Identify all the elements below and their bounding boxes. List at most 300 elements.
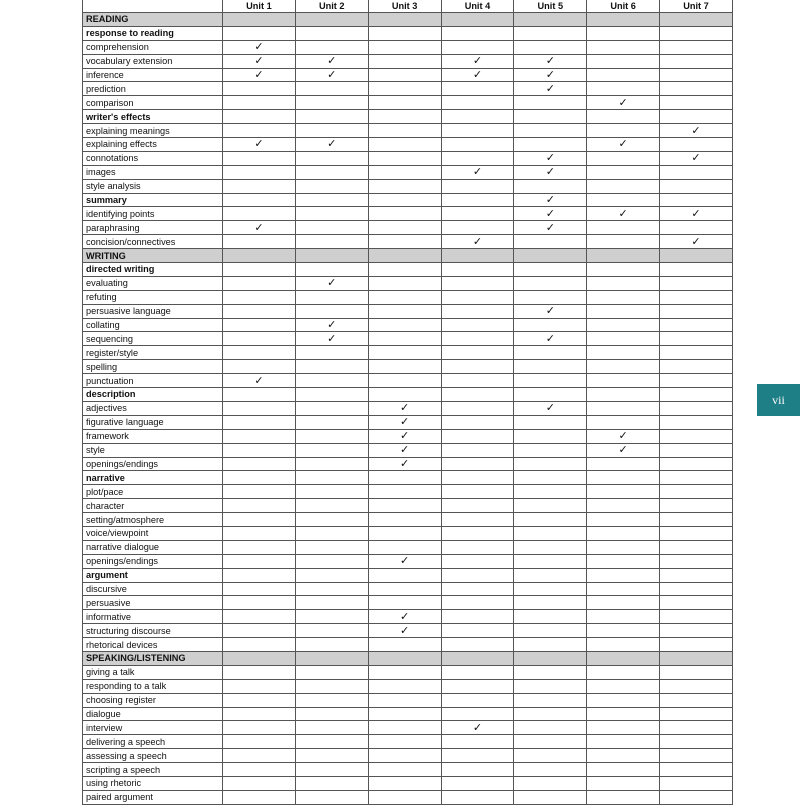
skill-label: description xyxy=(83,388,223,402)
subheading-row xyxy=(83,263,733,277)
unit-cell xyxy=(295,693,368,707)
skills-coverage-table xyxy=(82,0,733,805)
skill-label: vocabulary extension xyxy=(83,54,223,68)
skill-label: paraphrasing xyxy=(83,221,223,235)
skill-label: openings/endings xyxy=(83,554,223,568)
unit-cell xyxy=(660,110,733,124)
unit-cell xyxy=(514,374,587,388)
unit-cell xyxy=(295,374,368,388)
unit-cell xyxy=(368,665,441,679)
unit-cell xyxy=(368,124,441,138)
unit-cell xyxy=(587,651,660,665)
table-row xyxy=(83,165,733,179)
check-mark-icon: ✓ xyxy=(327,69,337,81)
unit-cell xyxy=(660,207,733,221)
table-row xyxy=(83,763,733,777)
skill-label: assessing a speech xyxy=(83,749,223,763)
unit-cell xyxy=(368,138,441,152)
unit-cell xyxy=(441,151,514,165)
unit-cell xyxy=(223,679,296,693)
unit-cell xyxy=(514,304,587,318)
unit-cell xyxy=(295,304,368,318)
unit-cell xyxy=(441,318,514,332)
table-row xyxy=(83,374,733,388)
unit-cell xyxy=(514,235,587,249)
unit-cell xyxy=(295,707,368,721)
unit-cell xyxy=(441,526,514,540)
unit-cell xyxy=(660,193,733,207)
unit-cell xyxy=(660,124,733,138)
unit-cell xyxy=(587,82,660,96)
unit-cell xyxy=(514,26,587,40)
unit-cell xyxy=(514,499,587,513)
unit-cell xyxy=(295,415,368,429)
check-mark-icon: ✓ xyxy=(400,402,410,415)
table-row xyxy=(83,415,733,429)
unit-cell xyxy=(223,40,296,54)
unit-cell xyxy=(587,707,660,721)
check-mark-icon: ✓ xyxy=(691,235,701,248)
table-row xyxy=(83,624,733,638)
check-mark-icon: ✓ xyxy=(618,430,628,443)
unit-cell xyxy=(368,651,441,665)
unit-cell xyxy=(587,110,660,124)
unit-cell xyxy=(368,179,441,193)
unit-cell xyxy=(295,138,368,152)
skill-label: collating xyxy=(83,318,223,332)
unit-cell xyxy=(295,249,368,263)
unit-cell xyxy=(368,457,441,471)
unit-cell xyxy=(587,513,660,527)
unit-cell xyxy=(441,735,514,749)
unit-cell xyxy=(660,179,733,193)
check-mark-icon: ✓ xyxy=(327,332,337,345)
unit-cell xyxy=(223,471,296,485)
unit-cell xyxy=(587,749,660,763)
table-row xyxy=(83,332,733,346)
unit-cell xyxy=(223,568,296,582)
unit-cell xyxy=(587,582,660,596)
skill-label: paired argument xyxy=(83,790,223,804)
unit-cell xyxy=(514,346,587,360)
skill-label: identifying points xyxy=(83,207,223,221)
skill-label: figurative language xyxy=(83,415,223,429)
check-mark-icon: ✓ xyxy=(472,166,483,179)
unit-cell xyxy=(368,221,441,235)
unit-cell xyxy=(295,207,368,221)
unit-cell xyxy=(295,582,368,596)
unit-cell xyxy=(441,513,514,527)
skill-label: summary xyxy=(83,193,223,207)
unit-cell xyxy=(660,568,733,582)
unit-cell xyxy=(441,235,514,249)
unit-cell xyxy=(514,165,587,179)
unit-cell xyxy=(368,707,441,721)
unit-cell xyxy=(587,207,660,221)
unit-cell xyxy=(223,721,296,735)
unit-cell xyxy=(295,193,368,207)
unit-cell xyxy=(368,554,441,568)
check-mark-icon: ✓ xyxy=(400,624,410,637)
skill-label: interview xyxy=(83,721,223,735)
unit-cell xyxy=(660,749,733,763)
unit-cell xyxy=(587,54,660,68)
unit-cell xyxy=(587,457,660,471)
unit-cell xyxy=(660,26,733,40)
unit-cell xyxy=(295,346,368,360)
unit-cell xyxy=(295,443,368,457)
unit-cell xyxy=(295,221,368,235)
check-mark-icon: ✓ xyxy=(545,166,555,179)
unit-cell xyxy=(223,763,296,777)
unit-cell xyxy=(368,499,441,513)
unit-cell xyxy=(660,651,733,665)
unit-cell xyxy=(223,13,296,27)
unit-cell xyxy=(295,68,368,82)
unit-cell xyxy=(368,151,441,165)
unit-cell xyxy=(223,596,296,610)
subheading-row xyxy=(83,568,733,582)
unit-cell xyxy=(441,401,514,415)
unit-cell xyxy=(587,721,660,735)
skill-label: WRITING xyxy=(83,249,223,263)
unit-cell xyxy=(514,54,587,68)
check-mark-icon: ✓ xyxy=(400,555,410,568)
unit-cell xyxy=(587,665,660,679)
skill-label: evaluating xyxy=(83,276,223,290)
unit-cell xyxy=(587,540,660,554)
unit-cell xyxy=(368,374,441,388)
unit-cell xyxy=(368,165,441,179)
unit-cell xyxy=(514,82,587,96)
unit-cell xyxy=(587,165,660,179)
unit-cell xyxy=(223,401,296,415)
table-row xyxy=(83,457,733,471)
skill-label: using rhetoric xyxy=(83,776,223,790)
unit-cell xyxy=(295,471,368,485)
skill-label: openings/endings xyxy=(83,457,223,471)
unit-cell xyxy=(223,624,296,638)
unit-cell xyxy=(441,138,514,152)
unit-cell xyxy=(368,582,441,596)
table-row xyxy=(83,790,733,804)
unit-cell xyxy=(368,388,441,402)
check-mark-icon: ✓ xyxy=(400,416,410,429)
check-mark-icon: ✓ xyxy=(400,430,410,443)
unit-cell xyxy=(223,457,296,471)
skill-label: responding to a talk xyxy=(83,679,223,693)
table-row xyxy=(83,596,733,610)
unit-cell xyxy=(514,332,587,346)
unit-cell xyxy=(295,735,368,749)
check-mark-icon: ✓ xyxy=(545,402,555,415)
unit-cell xyxy=(441,568,514,582)
unit-cell xyxy=(660,735,733,749)
unit-cell xyxy=(587,221,660,235)
skill-label: discursive xyxy=(83,582,223,596)
check-mark-icon: ✓ xyxy=(618,96,628,109)
unit-cell xyxy=(368,610,441,624)
unit-cell xyxy=(368,68,441,82)
unit-cell xyxy=(368,693,441,707)
unit-cell xyxy=(295,13,368,27)
unit-cell xyxy=(295,513,368,527)
unit-cell xyxy=(368,249,441,263)
unit-cell xyxy=(660,388,733,402)
skill-label: informative xyxy=(83,610,223,624)
unit-cell xyxy=(295,165,368,179)
unit-cell xyxy=(441,485,514,499)
unit-cell xyxy=(587,40,660,54)
unit-cell xyxy=(514,763,587,777)
unit-cell xyxy=(660,540,733,554)
unit-cell xyxy=(514,360,587,374)
unit-cell xyxy=(441,790,514,804)
section-row xyxy=(83,651,733,665)
unit-cell xyxy=(223,235,296,249)
unit-cell xyxy=(514,790,587,804)
unit-cell xyxy=(441,207,514,221)
check-mark-icon: ✓ xyxy=(618,138,628,151)
unit-cell xyxy=(441,388,514,402)
table-row xyxy=(83,679,733,693)
unit-cell xyxy=(223,526,296,540)
unit-cell xyxy=(223,249,296,263)
unit-cell xyxy=(660,346,733,360)
unit-cell xyxy=(660,582,733,596)
unit-cell xyxy=(660,596,733,610)
unit-cell xyxy=(295,540,368,554)
check-mark-icon: ✓ xyxy=(691,152,701,165)
unit-cell xyxy=(587,13,660,27)
unit-cell xyxy=(368,735,441,749)
skill-label: structuring discourse xyxy=(83,624,223,638)
unit-cell xyxy=(223,193,296,207)
unit-cell xyxy=(441,249,514,263)
skill-label: giving a talk xyxy=(83,665,223,679)
unit-cell xyxy=(514,249,587,263)
table-row xyxy=(83,124,733,138)
check-mark-icon: ✓ xyxy=(254,374,264,387)
unit-cell xyxy=(368,304,441,318)
unit-cell xyxy=(441,540,514,554)
unit-cell xyxy=(223,360,296,374)
unit-cell xyxy=(368,471,441,485)
unit-cell xyxy=(660,707,733,721)
unit-cell xyxy=(660,68,733,82)
unit-cell xyxy=(660,443,733,457)
unit-cell xyxy=(295,749,368,763)
unit-cell xyxy=(368,401,441,415)
unit-cell xyxy=(514,401,587,415)
unit-cell xyxy=(223,124,296,138)
skill-label: SPEAKING/LISTENING xyxy=(83,651,223,665)
unit-cell xyxy=(223,26,296,40)
unit-cell xyxy=(368,790,441,804)
unit-cell xyxy=(441,360,514,374)
check-mark-icon: ✓ xyxy=(545,55,555,68)
unit-cell xyxy=(295,360,368,374)
unit-cell xyxy=(441,110,514,124)
unit-cell xyxy=(223,54,296,68)
unit-cell xyxy=(660,513,733,527)
check-mark-icon: ✓ xyxy=(618,444,628,457)
check-mark-icon: ✓ xyxy=(472,55,483,68)
unit-cell xyxy=(295,429,368,443)
unit-cell xyxy=(514,263,587,277)
check-mark-icon: ✓ xyxy=(691,207,701,220)
unit-cell xyxy=(223,443,296,457)
unit-cell xyxy=(587,360,660,374)
unit-cell xyxy=(660,40,733,54)
skill-label: inference xyxy=(83,68,223,82)
skill-label: images xyxy=(83,165,223,179)
unit-cell xyxy=(660,485,733,499)
unit-cell xyxy=(441,54,514,68)
unit-cell xyxy=(368,13,441,27)
unit-cell xyxy=(295,568,368,582)
unit-cell xyxy=(587,249,660,263)
skill-label: directed writing xyxy=(83,263,223,277)
table-row xyxy=(83,82,733,96)
unit-cell xyxy=(223,415,296,429)
check-mark-icon: ✓ xyxy=(472,69,483,81)
table-row xyxy=(83,721,733,735)
check-mark-icon: ✓ xyxy=(545,194,555,207)
check-mark-icon: ✓ xyxy=(400,610,410,623)
unit-cell xyxy=(514,276,587,290)
unit-cell xyxy=(587,554,660,568)
unit-cell xyxy=(441,96,514,110)
unit-cell xyxy=(514,776,587,790)
unit-cell xyxy=(514,707,587,721)
unit-cell xyxy=(295,318,368,332)
unit-cell xyxy=(587,26,660,40)
unit-cell xyxy=(660,499,733,513)
table-row xyxy=(83,346,733,360)
unit-cell xyxy=(223,665,296,679)
check-mark-icon: ✓ xyxy=(545,69,555,81)
unit-cell xyxy=(368,513,441,527)
unit-cell xyxy=(441,457,514,471)
unit-cell xyxy=(223,290,296,304)
table-row xyxy=(83,665,733,679)
check-mark-icon: ✓ xyxy=(254,69,264,81)
unit-cell xyxy=(368,193,441,207)
table-row xyxy=(83,749,733,763)
unit-cell xyxy=(514,221,587,235)
unit-cell xyxy=(441,263,514,277)
unit-cell xyxy=(441,624,514,638)
table-row xyxy=(83,735,733,749)
unit-cell xyxy=(295,679,368,693)
table-row xyxy=(83,554,733,568)
unit-cell xyxy=(368,207,441,221)
skill-label: plot/pace xyxy=(83,485,223,499)
skill-label: explaining effects xyxy=(83,138,223,152)
unit-cell xyxy=(441,221,514,235)
unit-cell xyxy=(441,776,514,790)
unit-cell xyxy=(295,290,368,304)
unit-cell xyxy=(295,124,368,138)
unit-cell xyxy=(660,263,733,277)
unit-cell xyxy=(660,638,733,652)
check-mark-icon: ✓ xyxy=(254,221,264,234)
unit-cell xyxy=(295,526,368,540)
unit-cell xyxy=(368,721,441,735)
check-mark-icon: ✓ xyxy=(400,457,410,470)
unit-cell xyxy=(223,651,296,665)
unit-cell xyxy=(295,624,368,638)
subheading-row xyxy=(83,388,733,402)
table-row xyxy=(83,151,733,165)
unit-cell xyxy=(587,693,660,707)
unit-cell xyxy=(514,124,587,138)
unit-cell xyxy=(295,638,368,652)
unit-cell xyxy=(587,429,660,443)
unit-cell xyxy=(441,596,514,610)
unit-cell xyxy=(514,651,587,665)
unit-cell xyxy=(441,26,514,40)
unit-cell xyxy=(368,568,441,582)
unit-cell xyxy=(660,235,733,249)
unit-cell xyxy=(660,318,733,332)
unit-cell xyxy=(514,415,587,429)
unit-cell xyxy=(660,54,733,68)
unit-cell xyxy=(587,401,660,415)
table-row xyxy=(83,540,733,554)
unit-cell xyxy=(441,179,514,193)
unit-cell xyxy=(368,763,441,777)
unit-cell xyxy=(441,582,514,596)
header-unit-3: Unit 3 xyxy=(368,0,441,13)
unit-cell xyxy=(514,735,587,749)
check-mark-icon: ✓ xyxy=(327,319,337,332)
table-row xyxy=(83,290,733,304)
check-mark-icon: ✓ xyxy=(254,41,264,54)
unit-cell xyxy=(587,68,660,82)
unit-cell xyxy=(660,249,733,263)
unit-cell xyxy=(587,415,660,429)
unit-cell xyxy=(660,776,733,790)
unit-cell xyxy=(514,721,587,735)
unit-cell xyxy=(660,526,733,540)
unit-cell xyxy=(295,332,368,346)
unit-cell xyxy=(587,763,660,777)
check-mark-icon: ✓ xyxy=(472,721,483,734)
unit-cell xyxy=(587,304,660,318)
unit-cell xyxy=(514,679,587,693)
unit-cell xyxy=(441,193,514,207)
unit-cell xyxy=(295,40,368,54)
unit-cell xyxy=(514,540,587,554)
unit-cell xyxy=(295,721,368,735)
unit-cell xyxy=(514,665,587,679)
check-mark-icon: ✓ xyxy=(472,235,483,248)
unit-cell xyxy=(514,318,587,332)
check-mark-icon: ✓ xyxy=(545,332,555,345)
unit-cell xyxy=(441,13,514,27)
unit-cell xyxy=(295,96,368,110)
unit-cell xyxy=(295,401,368,415)
table-row xyxy=(83,776,733,790)
skill-label: framework xyxy=(83,429,223,443)
unit-cell xyxy=(660,332,733,346)
page-number: vii xyxy=(772,392,785,407)
table-row xyxy=(83,360,733,374)
unit-cell xyxy=(223,749,296,763)
unit-cell xyxy=(441,471,514,485)
